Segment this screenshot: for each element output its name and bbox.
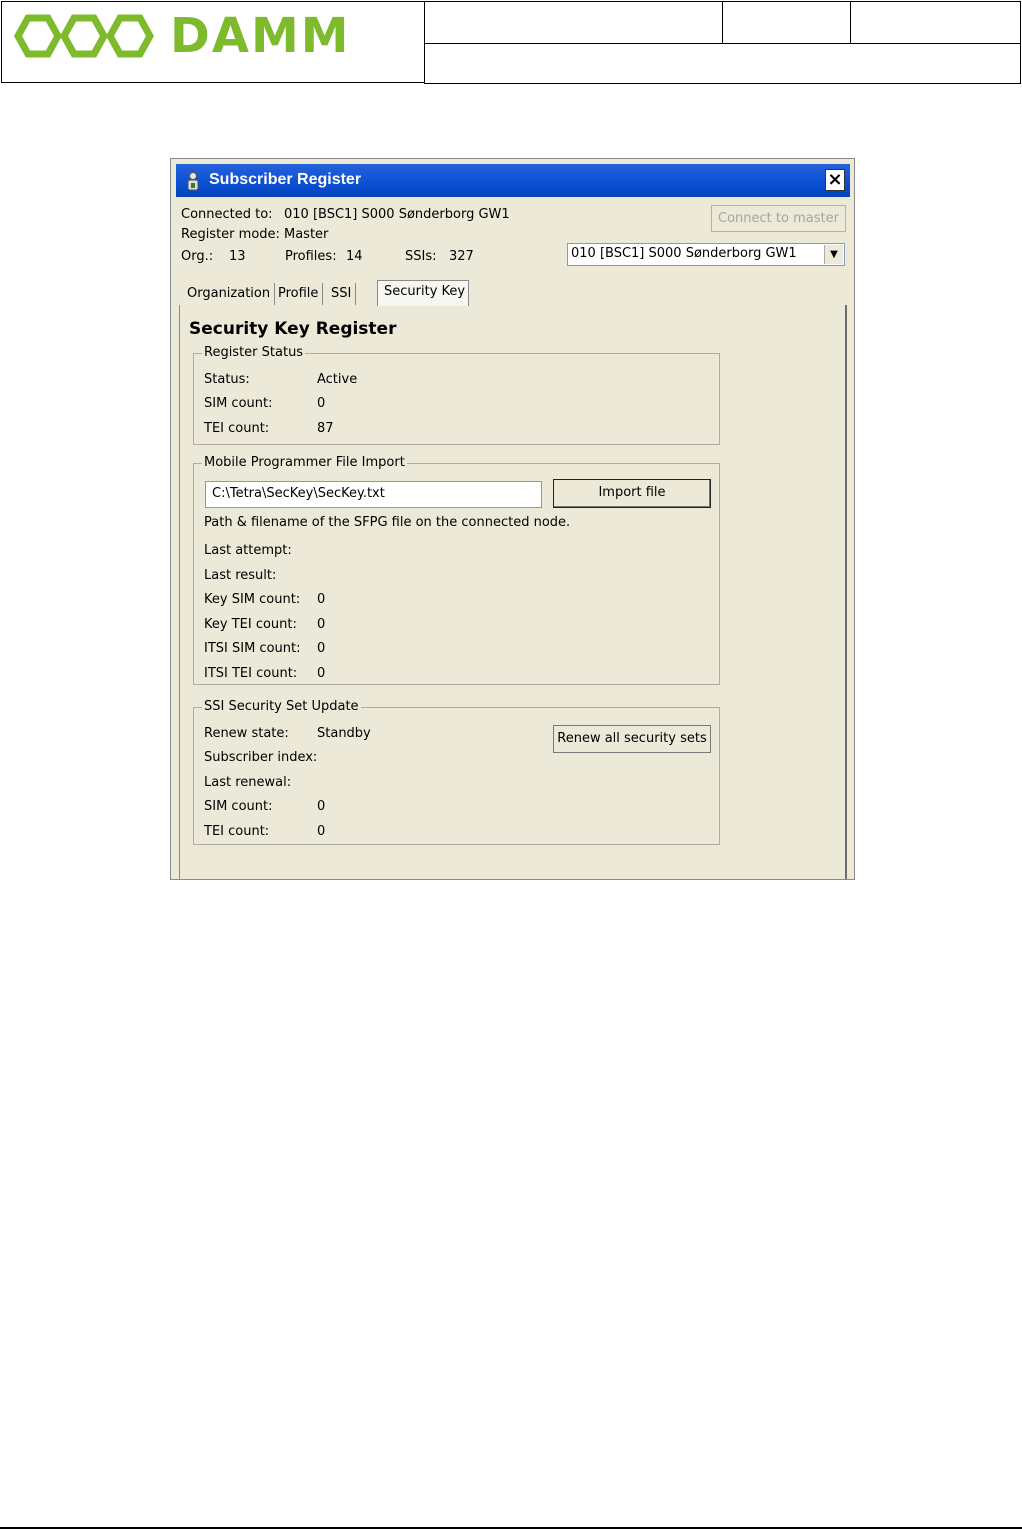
group-legend: Register Status xyxy=(204,345,304,360)
company-logo: DAMM xyxy=(170,8,351,64)
itsi-tei-count-label: ITSI TEI count: xyxy=(204,666,298,681)
org-label: Org.: xyxy=(181,249,214,264)
itsi-sim-count-label: ITSI SIM count: xyxy=(204,641,301,656)
renew-state-value: Standby xyxy=(317,726,371,741)
app-icon xyxy=(184,171,202,191)
tab-ssi[interactable]: SSI xyxy=(327,283,356,305)
header-cell xyxy=(850,1,1021,44)
close-icon[interactable]: × xyxy=(825,169,845,191)
last-renewal-label: Last renewal: xyxy=(204,775,292,790)
ssis-label: SSIs: xyxy=(405,249,437,264)
document-header xyxy=(1,1,1021,84)
import-file-button[interactable]: Import file xyxy=(553,479,711,508)
itsi-sim-count-value: 0 xyxy=(317,641,326,656)
node-select[interactable] xyxy=(567,243,845,266)
header-cell xyxy=(424,1,723,44)
tab-security-key[interactable]: Security Key xyxy=(377,280,469,306)
register-mode-value: Master xyxy=(284,227,329,242)
org-value: 13 xyxy=(229,249,246,264)
sim-count-value: 0 xyxy=(317,396,326,411)
header-cell xyxy=(424,43,1021,84)
group-legend: Mobile Programmer File Import xyxy=(204,455,405,470)
last-result-label: Last result: xyxy=(204,568,277,583)
status-value: Active xyxy=(317,372,358,387)
key-tei-count-label: Key TEI count: xyxy=(204,617,297,632)
tab-organization[interactable]: Organization xyxy=(183,283,275,305)
header-cell xyxy=(722,1,851,44)
ssis-value: 327 xyxy=(449,249,474,264)
hexagon-logo-icon xyxy=(14,12,160,60)
chevron-down-icon[interactable]: ▼ xyxy=(824,245,843,264)
key-tei-count-value: 0 xyxy=(317,617,326,632)
tei-count-value: 0 xyxy=(317,824,326,839)
window-title: Subscriber Register xyxy=(209,171,362,188)
section-title: Security Key Register xyxy=(189,319,397,339)
connected-label: Connected to: xyxy=(181,207,273,222)
footer-rule xyxy=(0,1527,1022,1529)
profiles-label: Profiles: xyxy=(285,249,337,264)
logo-cell xyxy=(1,1,425,83)
itsi-tei-count-value: 0 xyxy=(317,666,326,681)
file-import-group xyxy=(193,455,720,685)
register-status-group xyxy=(193,345,720,445)
status-label: Status: xyxy=(204,372,250,387)
register-mode-label: Register mode: xyxy=(181,227,280,242)
node-select-value: 010 [BSC1] S000 Sønderborg GW1 xyxy=(571,246,797,261)
tei-count-label: TEI count: xyxy=(204,421,270,436)
security-set-update-group xyxy=(193,699,720,845)
tab-panel xyxy=(179,305,847,880)
sim-count-value: 0 xyxy=(317,799,326,814)
profiles-value: 14 xyxy=(346,249,363,264)
connect-to-master-button[interactable]: Connect to master xyxy=(711,205,846,232)
key-sim-count-label: Key SIM count: xyxy=(204,592,301,607)
subscriber-register-window xyxy=(170,158,855,880)
subscriber-index-label: Subscriber index: xyxy=(204,750,318,765)
tab-profile[interactable]: Profile xyxy=(274,283,323,305)
file-path-input[interactable]: C:\Tetra\SecKey\SecKey.txt xyxy=(205,481,542,508)
group-legend: SSI Security Set Update xyxy=(204,699,359,714)
file-path-hint: Path & filename of the SFPG file on the connected node. xyxy=(204,515,571,530)
sim-count-label: SIM count: xyxy=(204,799,273,814)
sim-count-label: SIM count: xyxy=(204,396,273,411)
tei-count-label: TEI count: xyxy=(204,824,270,839)
tei-count-value: 87 xyxy=(317,421,334,436)
last-attempt-label: Last attempt: xyxy=(204,543,292,558)
title-bar[interactable] xyxy=(176,164,850,197)
key-sim-count-value: 0 xyxy=(317,592,326,607)
renew-state-label: Renew state: xyxy=(204,726,289,741)
connected-value: 010 [BSC1] S000 Sønderborg GW1 xyxy=(284,207,510,222)
renew-all-security-sets-button[interactable]: Renew all security sets xyxy=(553,725,711,753)
